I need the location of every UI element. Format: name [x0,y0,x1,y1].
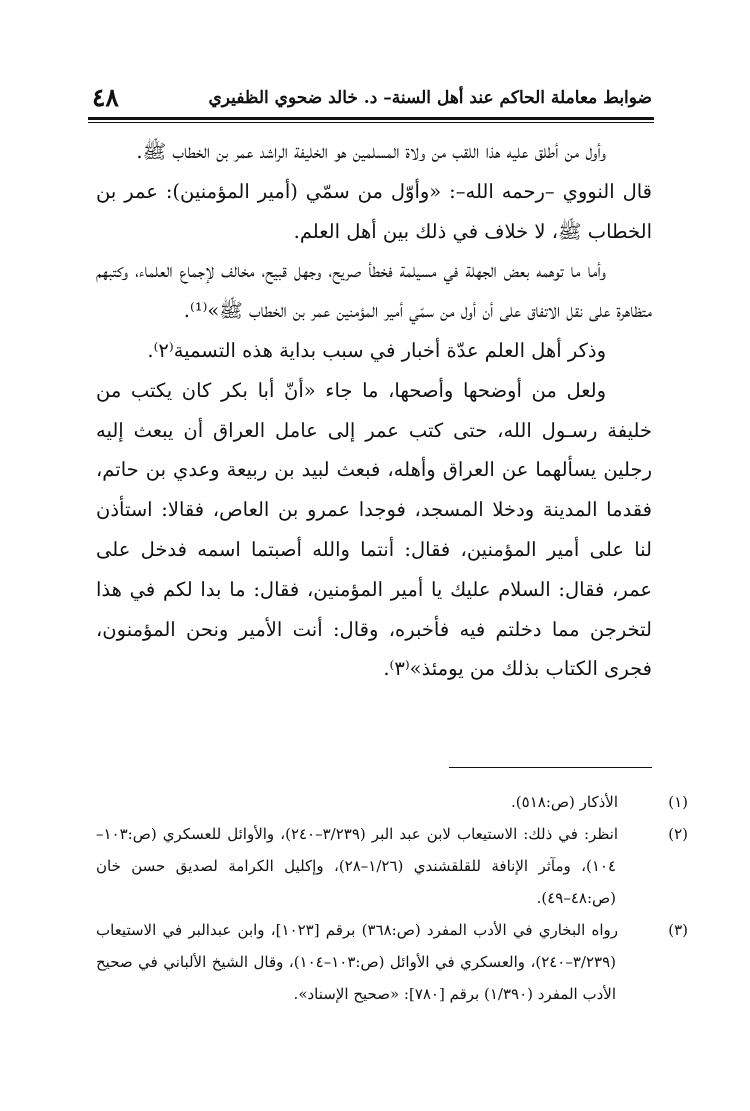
footnotes [96,786,689,1010]
footnote-marker: (١) [668,793,688,811]
header-rule-thin [88,122,654,123]
footnote [96,818,689,914]
footnote [96,786,688,818]
footnote-marker: (٢) [668,825,689,843]
page-header [92,82,652,114]
footnote-marker: (٣) [668,921,688,939]
main-text [96,132,652,689]
footnote-text: انظر: في ذلك: الاستيعاب لابن عبد البر (٣/٢٣٩–٢٤٠)، والأوائل للعسكري (ص:١٠٣–١٠٤)، ومآثر الإنافة للقلقشندي (١/٢٦–٢٨)، وإكليل الكرامة لصديق حسن خان (ص:٤٨–٤٩). [96,825,619,907]
footnote-text: الأذكار (ص:٥١٨). [511,793,618,811]
page-number: ٤٨ [92,83,119,112]
paragraph: وأول من أطلق عليه هذا اللقب من ولاة المسلمين هو الخليفة الراشد عمر بن الخطاب ﷺ. [136,140,606,163]
footnote-text: رواه البخاري في الأدب المفرد (ص:٣٦٨) برقم [١٠٢٣]، وابن عبدالبر في الاستيعاب (٣/٢٣٩–٢٤٠)، والعسكري في الأوائل (ص:١٠٣–١٠٤)، وقال الشيخ الألباني في صحيح الأدب المفرد (١/٣٩٠) برقم [٧٨٠]: «صحيح الإسناد». [96,921,618,1003]
header-rule [88,117,654,120]
paragraph: وأما ما توهمه بعض الجهلة في مسيلمة فخطأ صريح، وجهل قبيح، مخالف لإجماع العلماء، وكتبهم متظاهرة على نقل الاتفاق على أن أول من سمّي أمير المؤمنين عمر بن الخطاب ﷺ»⁽¹⁾. [96,259,652,323]
footnote [96,914,688,1010]
running-title: ضوابط معاملة الحاكم عند أهل السنة– د. خالد ضحوي الظفيري [208,88,652,108]
paragraph: ولعل من أوضحها وأصحها، ما جاء «أنّ أبا بكر كان يكتب من خليفة رسـول الله، حتى كتب عمر إلى عامل العراق أن يبعث إليه رجلين يسألهما عن العراق وأهله، فبعث لبيد بن ربيعة وعدي بن حاتم، فقدما المدينة ودخلا المسجد، فوجدا عمرو بن العاص، فقالا: استأذن لنا على أمير المؤمنين، فقال: أنتما والله أصبتما اسمه فدخل على عمر، فقال: السلام عليك يا أمير المؤمنين، فقال: ما بدا لكم في هذا لتخرجن مما دخلتم فيه فأخبره، وقال: أنت الأمير ونحن المؤمنون، فجرى الكتاب بذلك من يومئذ»⁽٣⁾. [96,378,652,681]
paragraph: قال النووي –رحمه الله–: «وأوّل من سمّي (أمير المؤمنين): عمر بن الخطاب ﷺ، لا خلاف في ذلك بين أهل العلم. [96,179,652,243]
paragraph: وذكر أهل العلم عدّة أخبار في سبب بداية هذه التسمية⁽٢⁾. [147,338,606,362]
footnote-separator [449,767,652,768]
